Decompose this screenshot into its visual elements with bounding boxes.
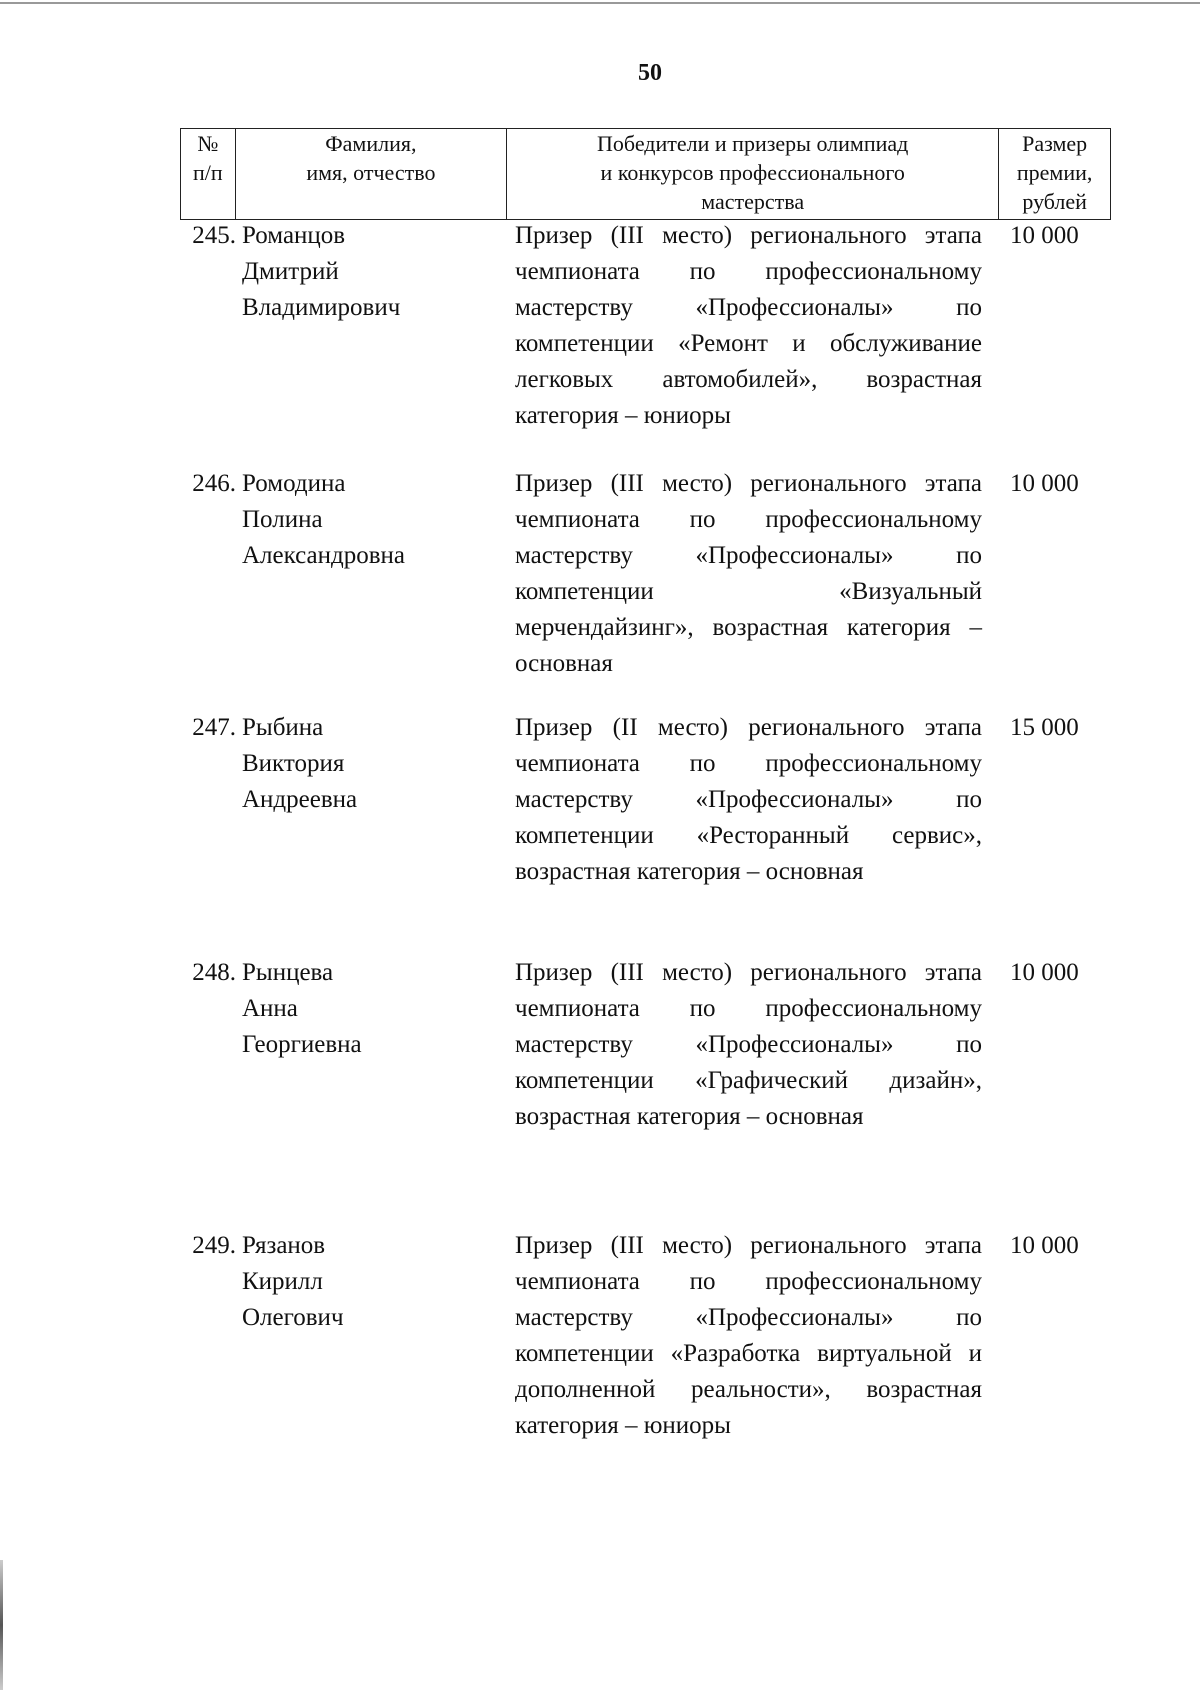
header-prize-line: Размер — [1022, 131, 1088, 156]
entry-name — [242, 710, 502, 818]
entry-first-name: Дмитрий — [242, 258, 339, 285]
entry-name — [242, 218, 502, 326]
entry-number: 247. — [192, 714, 236, 741]
header-desc-line: Победители и призеры олимпиад — [597, 131, 909, 156]
entry-surname: Рынцева — [242, 959, 334, 986]
entry-prize: 10 000 — [1010, 959, 1079, 986]
entry-prize: 10 000 — [1010, 470, 1079, 497]
header-num-line: № — [197, 131, 219, 156]
entry-patronymic: Александровна — [242, 542, 406, 569]
entry-first-name: Виктория — [242, 750, 345, 777]
entry-patronymic: Владимирович — [242, 294, 401, 321]
header-num-line: п/п — [193, 160, 223, 185]
header-prize-line: премии, — [1016, 160, 1093, 185]
entry-surname: Романцов — [242, 222, 346, 249]
entry-description: Призер (III место) регионального этапа чемпионата по профессиональному мастерству «Профессионалы» по компетенции «Визуальный мерчендайзинг», возрастная категория – основная — [515, 470, 982, 677]
header-desc-line: мастерства — [701, 189, 805, 214]
header-name-line: имя, отчество — [306, 160, 436, 185]
entry-patronymic: Андреевна — [242, 786, 358, 813]
entry-description: Призер (II место) регионального этапа чемпионата по профессиональному мастерству «Профессионалы» по компетенции «Ресторанный сервис», возрастная категория – основная — [515, 714, 982, 885]
entry-patronymic: Георгиевна — [242, 1031, 362, 1058]
entry-number: 248. — [192, 959, 236, 986]
entry-name — [242, 466, 502, 574]
entry-first-name: Анна — [242, 995, 298, 1022]
entry-number: 246. — [192, 470, 236, 497]
entry-name — [242, 1228, 502, 1336]
entry-prize: 10 000 — [1010, 1232, 1079, 1259]
entry-surname: Рыбина — [242, 714, 324, 741]
entry-description: Призер (III место) регионального этапа чемпионата по профессиональному мастерству «Профессионалы» по компетенции «Графический дизайн», возрастная категория – основная — [515, 959, 982, 1130]
header-desc-line: и конкурсов профессионального — [600, 160, 905, 185]
entry-first-name: Полина — [242, 506, 323, 533]
entry-number: 249. — [192, 1232, 236, 1259]
entry-description: Призер (III место) регионального этапа чемпионата по профессиональному мастерству «Профессионалы» по компетенции «Разработка виртуальной и дополненной реальности», возрастная категория – юниоры — [515, 1232, 982, 1439]
entry-prize: 15 000 — [1010, 714, 1079, 741]
entry-surname: Ромодина — [242, 470, 346, 497]
entry-first-name: Кирилл — [242, 1268, 323, 1295]
entry-prize: 10 000 — [1010, 222, 1079, 249]
entry-name — [242, 955, 502, 1063]
header-name-line: Фамилия, — [325, 131, 417, 156]
entry-surname: Рязанов — [242, 1232, 326, 1259]
page-number: 50 — [638, 60, 662, 86]
entry-patronymic: Олегович — [242, 1304, 344, 1331]
entry-number: 245. — [192, 222, 236, 249]
header-prize-line: рублей — [1022, 189, 1087, 214]
entry-description: Призер (III место) регионального этапа чемпионата по профессиональному мастерству «Профессионалы» по компетенции «Ремонт и обслуживание легковых автомобилей», возрастная категория – юниоры — [515, 222, 982, 429]
